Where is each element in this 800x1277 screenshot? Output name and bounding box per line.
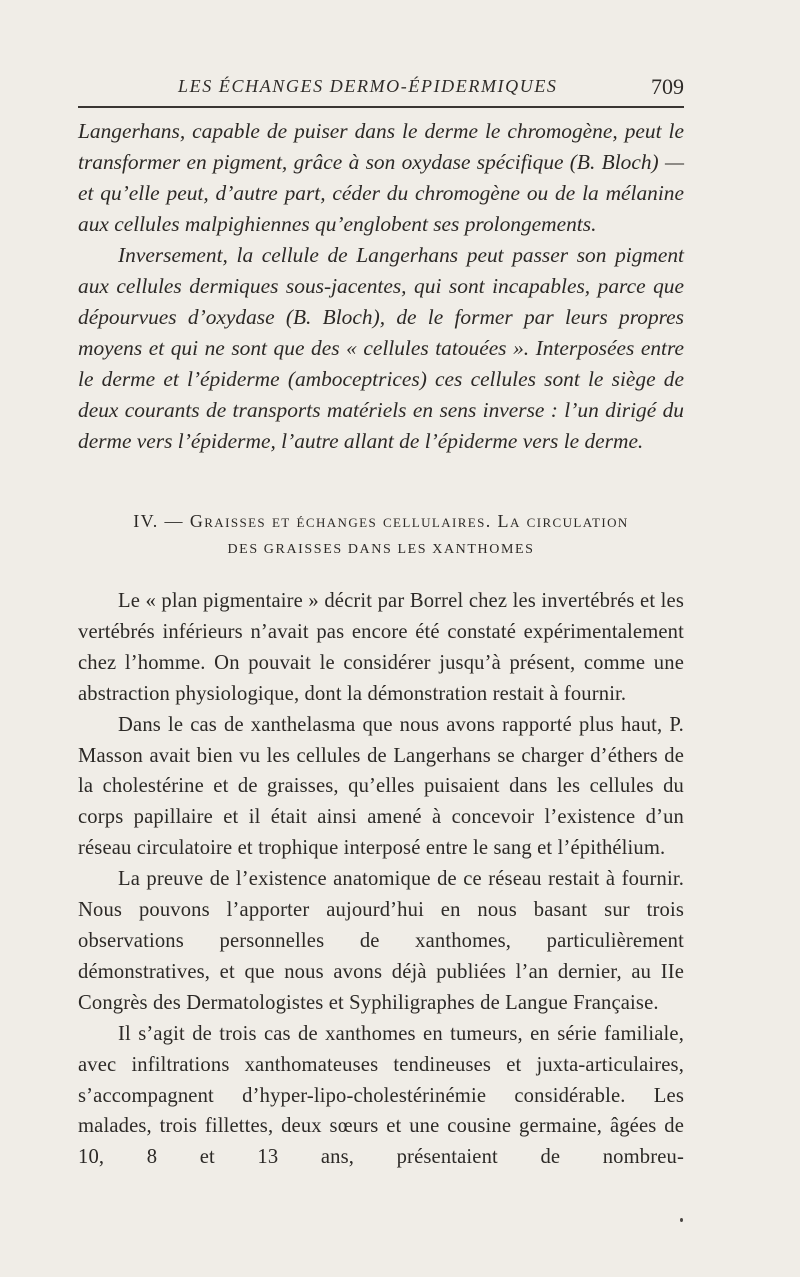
italic-paragraph: Inversement, la cellule de Langerhans peut passer son pigment aux cellules dermiques sous-jacentes, qui sont incapables, parce que dépourvues d’oxydase (B. Bloch), de le former par leurs propres moyens et qui ne sont que des « cellules tatouées ». Interposées entre le derme et l’épiderme (amboceptrices) ces cellules sont le siège de deux courants de transports matériels en sens inverse : l’un dirigé du derme vers l’épiderme, l’autre allant de l’épiderme vers le derme. xyxy=(78,243,684,453)
body-paragraph: Il s’agit de trois cas de xanthomes en tumeurs, en série familiale, avec infiltrations xanthomateuses tendineuses et juxta-articulaires, s’accompagnent d’hyper-lipo-cholestérinémie considérable. Les malades, trois fillettes, deux sœurs et une cousine germaine, âgées de 10, 8 et 13 ans, présentaient de nombreu- xyxy=(78,1022,684,1169)
body-paragraph: La preuve de l’existence anatomique de ce réseau restait à fournir. Nous pouvons l’apporter aujourd’hui en nous basant sur trois observations personnelles de xanthomes, particulièrement démonstratives, et que nous avons déjà publiées l’an dernier, au IIe Congrès des Dermatologistes et Syphiligraphes de Langue Française. xyxy=(78,868,684,1014)
section-heading-line-2: DES GRAISSES DANS LES XANTHOMES xyxy=(227,542,535,557)
body-paragraph: Le « plan pigmentaire » décrit par Borrel chez les invertébrés et les vertébrés inférieurs n’avait pas encore été constaté expérimentalement chez l’homme. On pouvait le considérer jusqu’à présent, comme une abstraction physiologique, dont la démonstration restait à fournir. xyxy=(78,590,684,705)
italic-text-block xyxy=(78,116,684,457)
header-rule xyxy=(78,106,684,108)
page-number: 709 xyxy=(651,74,684,99)
section-heading xyxy=(78,506,684,562)
ink-speck xyxy=(680,1218,683,1222)
running-title: LES ÉCHANGES DERMO-ÉPIDERMIQUES xyxy=(178,76,558,96)
body-text-block xyxy=(78,586,684,1173)
body-paragraph: Dans le cas de xanthelasma que nous avons rapporté plus haut, P. Masson avait bien vu les cellules de Langerhans se charger d’éthers de la cholestérine et de graisses, qu’elles puisaient dans les cellules du corps papillaire et il était ainsi amené à concevoir l’existence d’un réseau circulatoire et trophique interposé entre le sang et l’épithélium. xyxy=(78,713,684,860)
italic-paragraph: Langerhans, capable de puiser dans le derme le chromogène, peut le transformer en pigment, grâce à son oxydase spécifique (B. Bloch) — et qu’elle peut, d’autre part, céder du chromogène ou de la mélanine aux cellules malpighiennes qu’englobent ses prolongements. xyxy=(78,119,684,236)
running-head xyxy=(78,76,684,106)
section-heading-line-1: IV. — Graisses et échanges cellulaires. La circulation xyxy=(133,511,629,531)
